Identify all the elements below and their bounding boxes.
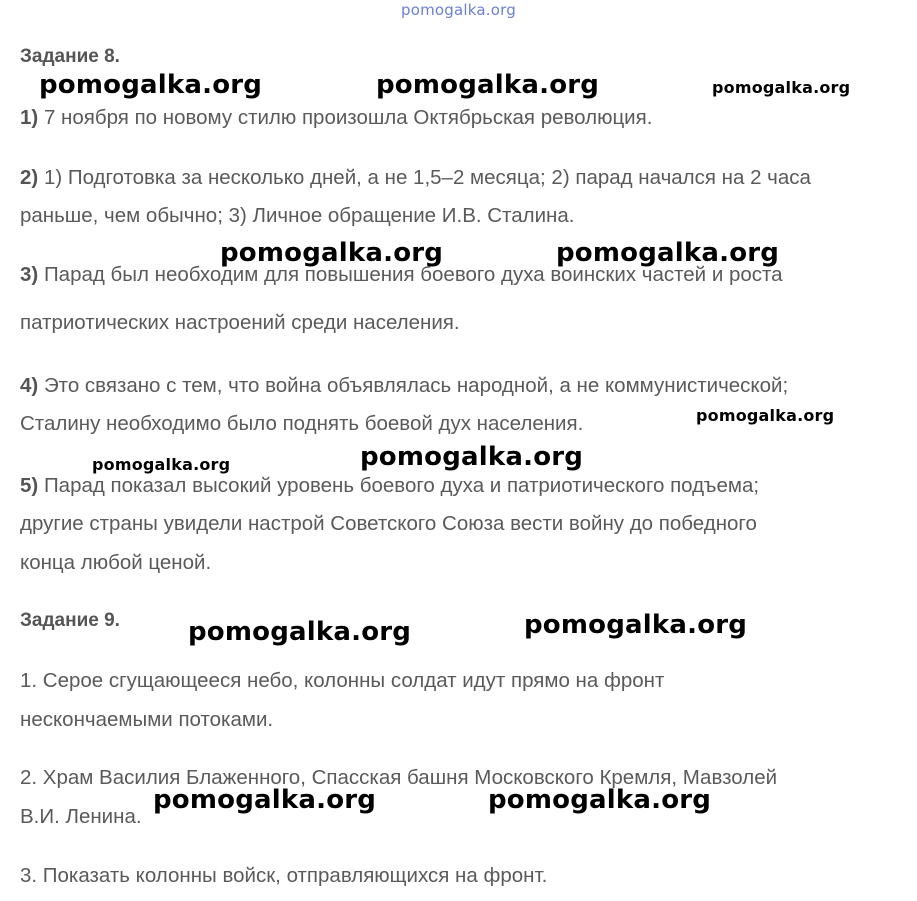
watermark: pomogalka.org: [524, 610, 748, 640]
watermark: pomogalka.org: [696, 406, 835, 425]
watermark: pomogalka.org: [712, 78, 851, 97]
watermark: pomogalka.org: [220, 238, 444, 268]
answer-text-continuation: нескончаемыми потоками.: [20, 708, 274, 731]
answer-number: 4): [20, 374, 39, 397]
answer-number: 1): [20, 106, 39, 129]
answer-number: 2): [20, 166, 39, 189]
watermark: pomogalka.org: [488, 785, 712, 815]
answer-text-continuation: В.И. Ленина.: [20, 805, 142, 828]
answer-text: Парад был необходим для повышения боевого духа воинских частей и роста: [43, 263, 783, 286]
watermark: pomogalka.org: [360, 442, 584, 472]
task-9-item-3: 3. Показать колонны войск, отправляющихся на фронт.: [20, 864, 548, 887]
answer-text-continuation: другие страны увидели настрой Советского Союза вести войну до победного: [20, 512, 757, 535]
task-9-item-2: 2. Храм Василия Блаженного, Спасская башня Московского Кремля, Мавзолей: [20, 766, 778, 789]
answer-text-continuation: раньше, чем обычно; 3) Личное обращение И.В. Сталина.: [20, 204, 575, 227]
task-9-item-1: 1. Серое сгущающееся небо, колонны солдат идут прямо на фронт: [20, 669, 665, 692]
watermark: pomogalka.org: [92, 455, 231, 474]
watermark: pomogalka.org: [376, 70, 600, 100]
answer-text-continuation: Сталину необходимо было поднять боевой дух населения.: [20, 412, 584, 435]
task-8-heading: Задание 8.: [20, 46, 120, 67]
answer-number: 5): [20, 474, 39, 497]
answer-text: Это связано с тем, что война объявлялась народной, а не коммунистической;: [43, 374, 789, 397]
task-9-heading: Задание 9.: [20, 610, 120, 631]
answer-number: 3): [20, 263, 39, 286]
site-link[interactable]: pomogalka.org: [401, 1, 516, 19]
watermark: pomogalka.org: [556, 238, 780, 268]
task-8-answer-4: [20, 374, 788, 398]
task-8-answer-5: [20, 474, 759, 498]
answer-text-continuation: патриотических настроений среди населения.: [20, 311, 460, 334]
watermark: pomogalka.org: [39, 70, 263, 100]
watermark: pomogalka.org: [188, 617, 412, 647]
answer-text-continuation: конца любой ценой.: [20, 551, 212, 574]
answer-text: Парад показал высокий уровень боевого духа и патриотического подъема;: [43, 474, 760, 497]
watermark: pomogalka.org: [153, 785, 377, 815]
task-8-answer-1: [20, 106, 652, 130]
answer-text: 7 ноября по новому стилю произошла Октябрьская революция.: [43, 106, 653, 129]
task-8-answer-2: [20, 166, 811, 190]
answer-text: 1) Подготовка за несколько дней, а не 1,5–2 месяца; 2) парад начался на 2 часа: [43, 166, 811, 189]
